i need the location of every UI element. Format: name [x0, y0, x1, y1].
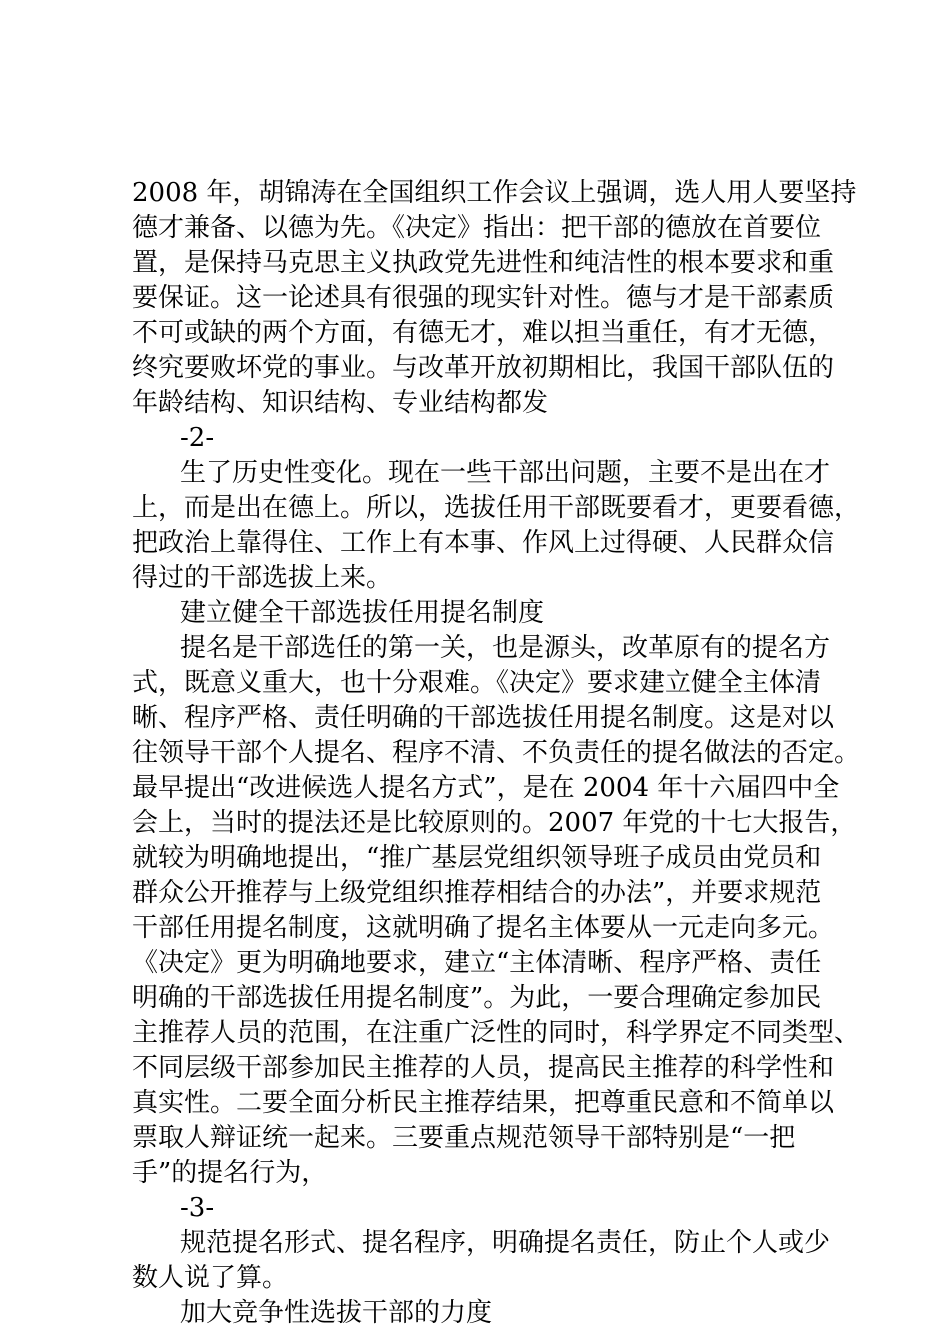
text-line: 要保证。这一论述具有很强的现实针对性。德与才是干部素质 — [132, 283, 835, 313]
text-line: 置，是保持马克思主义执政党先进性和纯洁性的根本要求和重 — [132, 248, 835, 278]
text-line: 就较为明确地提出，“推广基层党组织领导班子成员由党员和 — [132, 843, 822, 873]
text-line: 德才兼备、以德为先。《决定》指出：把干部的德放在首要位 — [132, 213, 822, 243]
text-line: 主推荐人员的范围，在注重广泛性的同时，科学界定不同类型、 — [132, 1018, 861, 1048]
page-number: -3- — [180, 1193, 215, 1223]
text-line: 得过的干部选拔上来。 — [132, 563, 393, 593]
text-line: 真实性。二要全面分析民主推荐结果，把尊重民意和不简单以 — [132, 1088, 835, 1118]
text-line: 不可或缺的两个方面，有德无才，难以担当重任，有才无德， — [132, 318, 835, 348]
text-line: 群众公开推荐与上级党组织推荐相结合的办法”，并要求规范 — [132, 878, 822, 908]
text-line: 上，而是出在德上。所以，选拔任用干部既要看才，更要看德， — [132, 493, 861, 523]
text-line: 手”的提名行为， — [132, 1158, 328, 1188]
section-heading: 建立健全干部选拔任用提名制度 — [180, 598, 545, 628]
text-line: 生了历史性变化。现在一些干部出问题，主要不是出在才 — [180, 458, 831, 488]
text-line: 往领导干部个人提名、程序不清、不负责任的提名做法的否定。 — [132, 738, 861, 768]
text-line: 规范提名形式、提名程序，明确提名责任，防止个人或少 — [180, 1228, 831, 1258]
text-line: 票取人辩证统一起来。三要重点规范领导干部特别是“一把 — [132, 1123, 796, 1153]
text-line: 《决定》更为明确地要求，建立“主体清晰、程序严格、责任 — [132, 948, 822, 978]
text-line: 终究要败坏党的事业。与改革开放初期相比，我国干部队伍的 — [132, 353, 835, 383]
text-line: 干部任用提名制度，这就明确了提名主体要从一元走向多元。 — [132, 913, 835, 943]
section-heading: 加大竞争性选拔干部的力度 — [180, 1298, 493, 1328]
text-line: 明确的干部选拔任用提名制度”。为此，一要合理确定参加民 — [132, 983, 822, 1013]
text-line: 最早提出“改进候选人提名方式”，是在 2004 年十六届四中全 — [132, 773, 840, 803]
text-line: 会上，当时的提法还是比较原则的。2007 年党的十七大报告， — [132, 808, 857, 838]
text-line: 数人说了算。 — [132, 1263, 289, 1293]
text-line: 式，既意义重大，也十分艰难。《决定》要求建立健全主体清 — [132, 668, 822, 698]
text-line: 晰、程序严格、责任明确的干部选拔任用提名制度。这是对以 — [132, 703, 835, 733]
text-line: 提名是干部选任的第一关，也是源头，改革原有的提名方 — [180, 633, 831, 663]
page-number: -2- — [180, 423, 215, 453]
text-line: 2008 年，胡锦涛在全国组织工作会议上强调，选人用人要坚持 — [132, 178, 857, 208]
text-line: 把政治上靠得住、工作上有本事、作风上过得硬、人民群众信 — [132, 528, 835, 558]
text-line: 年龄结构、知识结构、专业结构都发 — [132, 388, 549, 418]
text-line: 不同层级干部参加民主推荐的人员，提高民主推荐的科学性和 — [132, 1053, 835, 1083]
